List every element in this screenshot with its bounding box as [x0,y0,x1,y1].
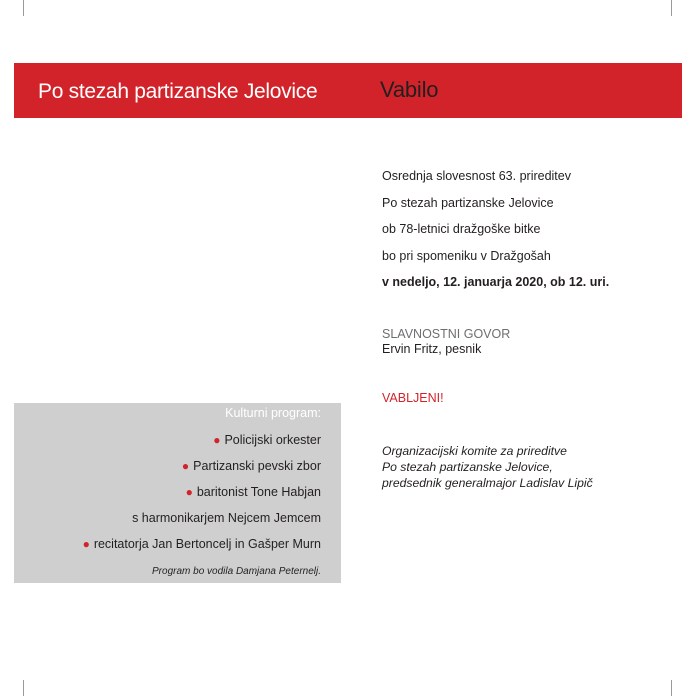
header-banner [14,63,682,118]
speech-label: SLAVNOSTNI GOVOR [382,327,511,341]
bullet-icon: ● [181,459,190,473]
program-item [213,433,321,447]
event-date: v nedeljo, 12. januarja 2020, ob 12. uri. [382,275,610,289]
event-title: Po stezah partizanske Jelovice [38,80,318,103]
speech-block [382,327,510,357]
speech-speaker: Ervin Fritz, pesnik [382,342,482,356]
bullet-icon: ● [82,537,90,551]
program-item [186,485,321,499]
crop-mark [23,0,24,16]
invitation-line: Po stezah partizanske Jelovice [382,195,554,210]
invitation-title: Vabilo [380,77,439,102]
program-heading: Kulturni program: [225,406,321,420]
program-host-note: Program bo vodila Damjana Peternelj. [152,566,321,577]
organizer-block [382,443,593,491]
invitation-line: ob 78-letnici dražgoške bitke [382,222,541,236]
bullet-icon: ● [185,485,193,499]
bullet-icon: ● [213,433,221,447]
organizer-line: predsednik generalmajor Ladislav Lipič [382,476,593,490]
program-item-text: Policijski orkester [224,433,321,447]
program-item [83,537,321,551]
crop-mark [671,680,672,696]
invitation-line: Osrednja slovesnost 63. prireditev [382,169,571,183]
program-item-text: baritonist Tone Habjan [196,485,321,499]
organizer-line: Po stezah partizanske Jelovice, [382,460,553,474]
program-item [132,511,321,525]
program-item-text: recitatorja Jan Bertoncelj in Gašper Murn [93,537,321,551]
welcome-text: VABLJENI! [382,391,444,405]
invitation-line: bo pri spomeniku v Dražgošah [382,248,551,263]
program-item-text: Partizanski pevski zbor [193,459,321,473]
organizer-line: Organizacijski komite za prireditve [382,444,567,458]
crop-mark [23,680,24,696]
crop-mark [671,0,672,16]
program-item-text: s harmonikarjem Nejcem Jemcem [132,511,321,525]
cultural-program-box [14,403,341,583]
invitation-text [382,168,609,301]
program-item [182,459,321,473]
